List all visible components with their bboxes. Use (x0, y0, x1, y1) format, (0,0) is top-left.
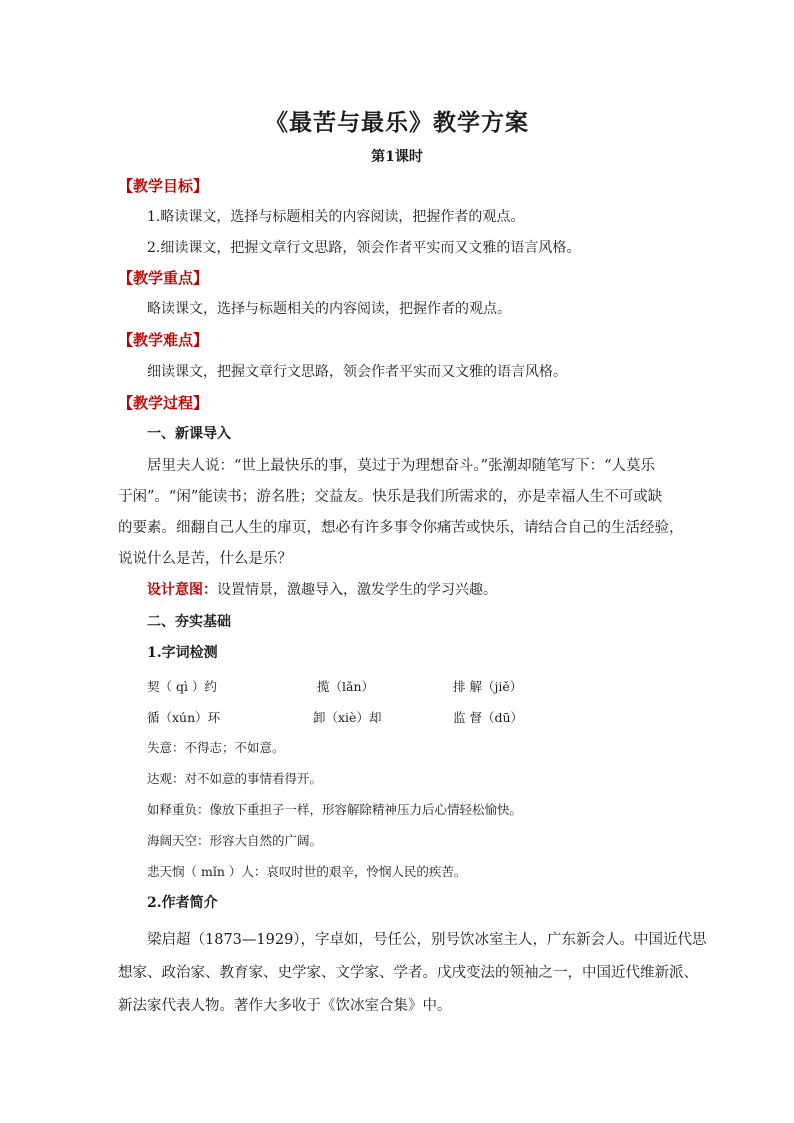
pinyin-item: 循（xún）环 (147, 710, 221, 725)
design-intent-text: 设置情景，激趣导入，激发学生的学习兴趣。 (217, 582, 497, 598)
key-points-heading: 【教学重点】 (118, 269, 209, 287)
author-line: 想家、政治家、教育家、史学家、文学家、学者。戊戌变法的领袖之一，中国近代维新派、 (118, 965, 698, 981)
pinyin-item: 监 督（dū） (453, 710, 524, 725)
process-heading: 【教学过程】 (118, 394, 209, 412)
key-points-text: 略读课文，选择与标题相关的内容阅读，把握作者的观点。 (147, 301, 511, 317)
author-line: 新法家代表人物。著作大多收于《饮冰室合集》中。 (118, 998, 452, 1014)
difficulties-text: 细读课文，把握文章行文思路，领会作者平实而又文雅的语言风格。 (147, 364, 567, 380)
design-intent (147, 581, 497, 599)
section2-title: 二、夯实基础 (147, 614, 231, 630)
objective-item: 1.略读课文，选择与标题相关的内容阅读，把握作者的观点。 (147, 209, 525, 225)
vocab-definition: 如释重负：像放下重担子一样，形容解除精神压力后心情轻松愉快。 (147, 802, 523, 817)
page-title: 《最苦与最乐》教学方案 (265, 109, 529, 136)
pinyin-item: 卸（xiè）却 (313, 710, 382, 725)
pinyin-item: 排 解（jiě） (453, 679, 523, 694)
design-intent-label: 设计意图： (147, 582, 217, 598)
intro-line: 的要素。细翻自己人生的扉页，想必有许多事令你痛苦或快乐，请结合自己的生活经验， (118, 520, 684, 536)
vocab-definition: 海阔天空：形容大自然的广阔。 (147, 833, 323, 848)
vocab-subtitle: 1.字词检测 (147, 645, 218, 661)
intro-line: 于闲”。“闲”能读书；游名胜；交益友。快乐是我们所需求的，亦是幸福人生不可或缺 (118, 489, 663, 505)
objective-item: 2.细读课文，把握文章行文思路，领会作者平实而又文雅的语言风格。 (147, 240, 581, 256)
section1-title: 一、新课导入 (147, 426, 231, 442)
difficulties-heading: 【教学难点】 (118, 331, 209, 349)
page-subtitle: 第1课时 (371, 149, 423, 165)
vocab-definition: 失意：不得志；不如意。 (147, 740, 285, 755)
vocab-definition: 悲天悯（ mǐn ）人：哀叹时世的艰辛，怜悯人民的疾苦。 (147, 864, 467, 879)
vocab-definition: 达观：对不如意的事情看得开。 (147, 771, 323, 786)
author-subtitle: 2.作者简介 (147, 895, 218, 911)
objectives-heading: 【教学目标】 (118, 177, 209, 195)
author-line: 梁启超（1873—1929），字卓如，号任公，别号饮冰室主人，广东新会人。中国近代思 (147, 932, 707, 948)
intro-line: 说说什么是苦，什么是乐？ (118, 551, 292, 567)
intro-line: 居里夫人说：“世上最快乐的事，莫过于为理想奋斗。”张潮却随笔写下：“人莫乐 (147, 458, 655, 474)
pinyin-item: 契（ qì ）约 (147, 679, 217, 694)
pinyin-item: 揽（lǎn） (317, 679, 375, 694)
